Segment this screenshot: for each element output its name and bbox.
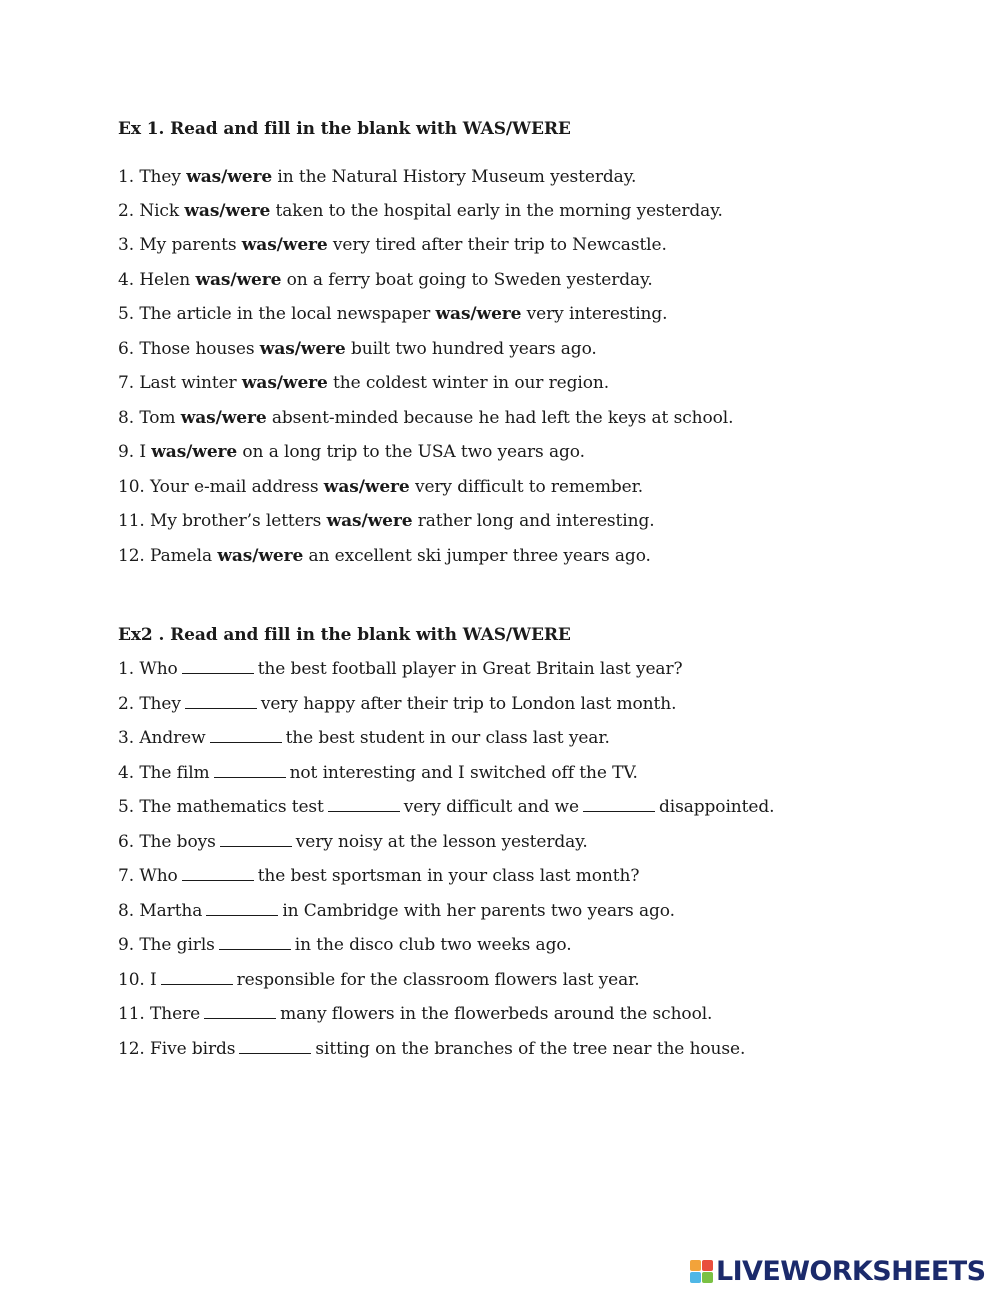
ex1-item: 5. The article in the local newspaper was/were very interesting. (118, 304, 668, 324)
answer-blank[interactable] (328, 797, 400, 812)
ex2-item: 8. Martha in Cambridge with her parents two years ago. (118, 901, 675, 921)
ex1-heading: Ex 1. Read and fill in the blank with WAS/WERE (118, 119, 571, 139)
ex2-item: 3. Andrew the best student in our class last year. (118, 728, 610, 748)
ex2-heading: Ex2 . Read and fill in the blank with WAS/WERE (118, 625, 571, 645)
ex2-item: 11. There many flowers in the flowerbeds around the school. (118, 1004, 713, 1024)
answer-blank[interactable] (185, 694, 257, 709)
ex1-item: 7. Last winter was/were the coldest winter in our region. (118, 373, 610, 393)
logo-block (690, 1272, 701, 1283)
logo-blocks-icon (690, 1260, 713, 1283)
was-were-choice[interactable]: was/were (180, 408, 267, 428)
was-were-choice[interactable]: was/were (326, 511, 413, 531)
ex2-item: 5. The mathematics test very difficult and we disappointed. (118, 797, 775, 817)
ex2-item: 9. The girls in the disco club two weeks ago. (118, 935, 572, 955)
answer-blank[interactable] (161, 970, 233, 985)
was-were-choice[interactable]: was/were (241, 373, 328, 393)
ex2-item: 1. Who the best football player in Great Britain last year? (118, 659, 683, 679)
logo-block (702, 1260, 713, 1271)
ex2-item: 6. The boys very noisy at the lesson yesterday. (118, 832, 588, 852)
ex1-item: 12. Pamela was/were an excellent ski jumper three years ago. (118, 546, 651, 566)
was-were-choice[interactable]: was/were (259, 339, 346, 359)
was-were-choice[interactable]: was/were (195, 270, 282, 290)
answer-blank[interactable] (214, 763, 286, 778)
ex2-item: 12. Five birds sitting on the branches of the tree near the house. (118, 1039, 746, 1059)
answer-blank[interactable] (583, 797, 655, 812)
answer-blank[interactable] (210, 728, 282, 743)
answer-blank[interactable] (219, 935, 291, 950)
ex1-item: 2. Nick was/were taken to the hospital early in the morning yesterday. (118, 201, 723, 221)
ex1-item: 1. They was/were in the Natural History Museum yesterday. (118, 167, 637, 187)
was-were-choice[interactable]: was/were (323, 477, 410, 497)
ex1-item: 4. Helen was/were on a ferry boat going to Sweden yesterday. (118, 270, 653, 290)
logo-block (690, 1260, 701, 1271)
ex1-item: 9. I was/were on a long trip to the USA two years ago. (118, 442, 585, 462)
answer-blank[interactable] (182, 659, 254, 674)
was-were-choice[interactable]: was/were (217, 546, 304, 566)
answer-blank[interactable] (206, 901, 278, 916)
ex2-item: 4. The film not interesting and I switched off the TV. (118, 763, 638, 783)
was-were-choice[interactable]: was/were (435, 304, 522, 324)
answer-blank[interactable] (220, 832, 292, 847)
answer-blank[interactable] (239, 1039, 311, 1054)
ex1-item: 11. My brother’s letters was/were rather long and interesting. (118, 511, 655, 531)
was-were-choice[interactable]: was/were (184, 201, 271, 221)
answer-blank[interactable] (204, 1004, 276, 1019)
was-were-choice[interactable]: was/were (151, 442, 238, 462)
was-were-choice[interactable]: was/were (241, 235, 328, 255)
liveworksheets-logo (690, 1255, 985, 1287)
was-were-choice[interactable]: was/were (186, 167, 273, 187)
ex2-item: 7. Who the best sportsman in your class last month? (118, 866, 640, 886)
ex1-item: 8. Tom was/were absent-minded because he had left the keys at school. (118, 408, 734, 428)
ex2-item: 10. I responsible for the classroom flowers last year. (118, 970, 640, 990)
ex1-item: 10. Your e-mail address was/were very difficult to remember. (118, 477, 644, 497)
ex1-item: 6. Those houses was/were built two hundred years ago. (118, 339, 597, 359)
ex1-item: 3. My parents was/were very tired after their trip to Newcastle. (118, 235, 667, 255)
logo-text: LIVEWORKSHEETS (716, 1255, 986, 1287)
ex2-item: 2. They very happy after their trip to London last month. (118, 694, 677, 714)
answer-blank[interactable] (182, 866, 254, 881)
logo-block (702, 1272, 713, 1283)
